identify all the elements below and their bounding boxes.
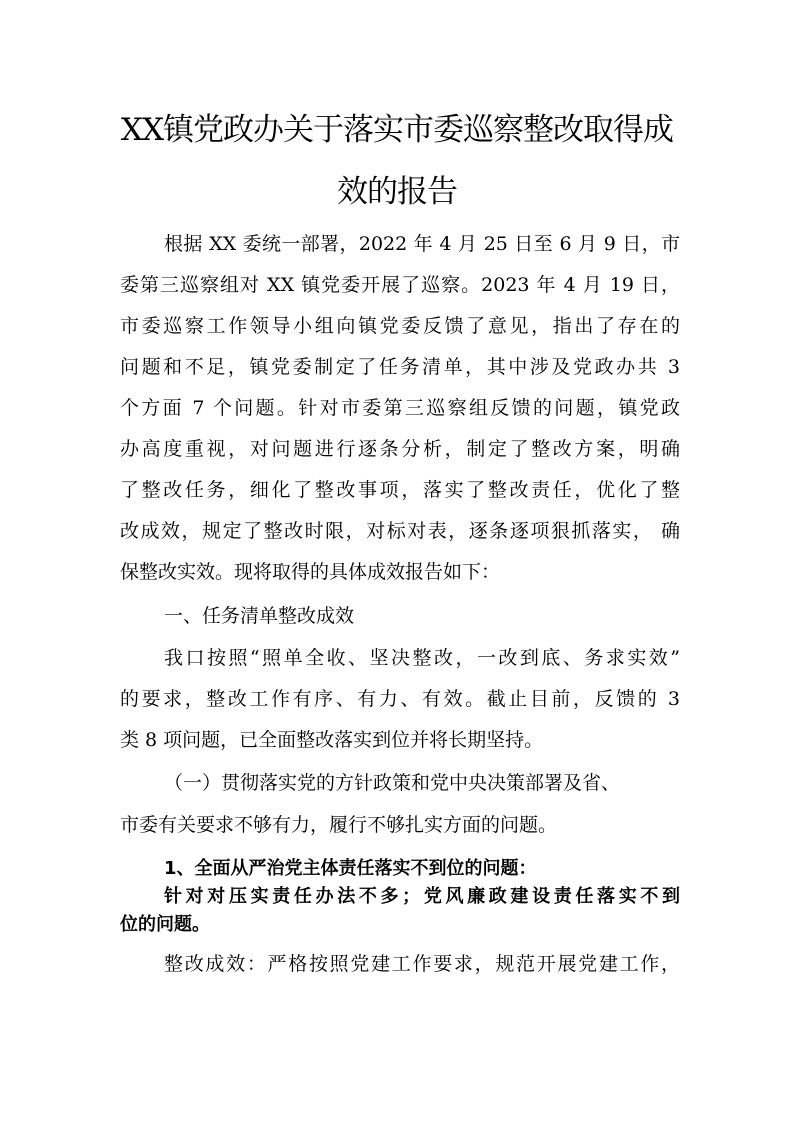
intro-line: 保整改实效。现将取得的具体成效报告如下： bbox=[120, 561, 501, 583]
rectification-line: 整改成效：严格按照党建工作要求，规范开展党建工作， bbox=[164, 953, 680, 975]
intro-line: 个方面 7 个问题。针对市委第三巡察组反馈的问题，镇党政 bbox=[120, 397, 680, 419]
bold-heading-line: 1、全面从严治党主体责任落实不到位的问题： bbox=[164, 858, 537, 879]
title-line-1: XX镇党政办关于落实市委巡察整改取得成 bbox=[120, 112, 674, 148]
bold-heading-line: 位的问题。 bbox=[120, 914, 210, 935]
section-paragraph-line: 类 8 项问题，已全面整改落实到位并将长期坚持。 bbox=[120, 729, 544, 751]
intro-line: 办高度重视，对问题进行逐条分析，制定了整改方案，明确 bbox=[120, 438, 680, 460]
intro-line: 了整改任务，细化了整改事项，落实了整改责任，优化了整 bbox=[120, 479, 680, 501]
section-heading: 一、任务清单整改成效 bbox=[164, 605, 355, 627]
section-paragraph-line: 我口按照“照单全收、坚决整改，一改到底、务求实效” bbox=[164, 647, 680, 669]
intro-line: 委第三巡察组对 XX 镇党委开展了巡察。2023 年 4 月 19 日， bbox=[120, 274, 680, 296]
subsection-heading-line: （一）贯彻落实党的方针政策和党中央决策部署及省、 bbox=[164, 772, 621, 794]
section-paragraph-line: 的要求，整改工作有序、有力、有效。截止目前，反馈的 3 bbox=[120, 688, 680, 710]
intro-line: 根据 XX 委统一部署，2022 年 4 月 25 日至 6 月 9 日，市 bbox=[164, 233, 680, 255]
intro-line: 改成效，规定了整改时限，对标对表，逐条逐项狠抓落实， 确 bbox=[120, 520, 680, 542]
intro-line: 市委巡察工作领导小组向镇党委反馈了意见，指出了存在的 bbox=[120, 315, 680, 337]
subsection-heading-line: 市委有关要求不够有力，履行不够扎实方面的问题。 bbox=[120, 814, 558, 836]
bold-heading-line: 针对对压实责任办法不多；党风廉政建设责任落实不到 bbox=[164, 886, 680, 907]
title-line-2: 效的报告 bbox=[337, 174, 457, 210]
intro-line: 问题和不足，镇党委制定了任务清单，其中涉及党政办共 3 bbox=[120, 356, 680, 378]
